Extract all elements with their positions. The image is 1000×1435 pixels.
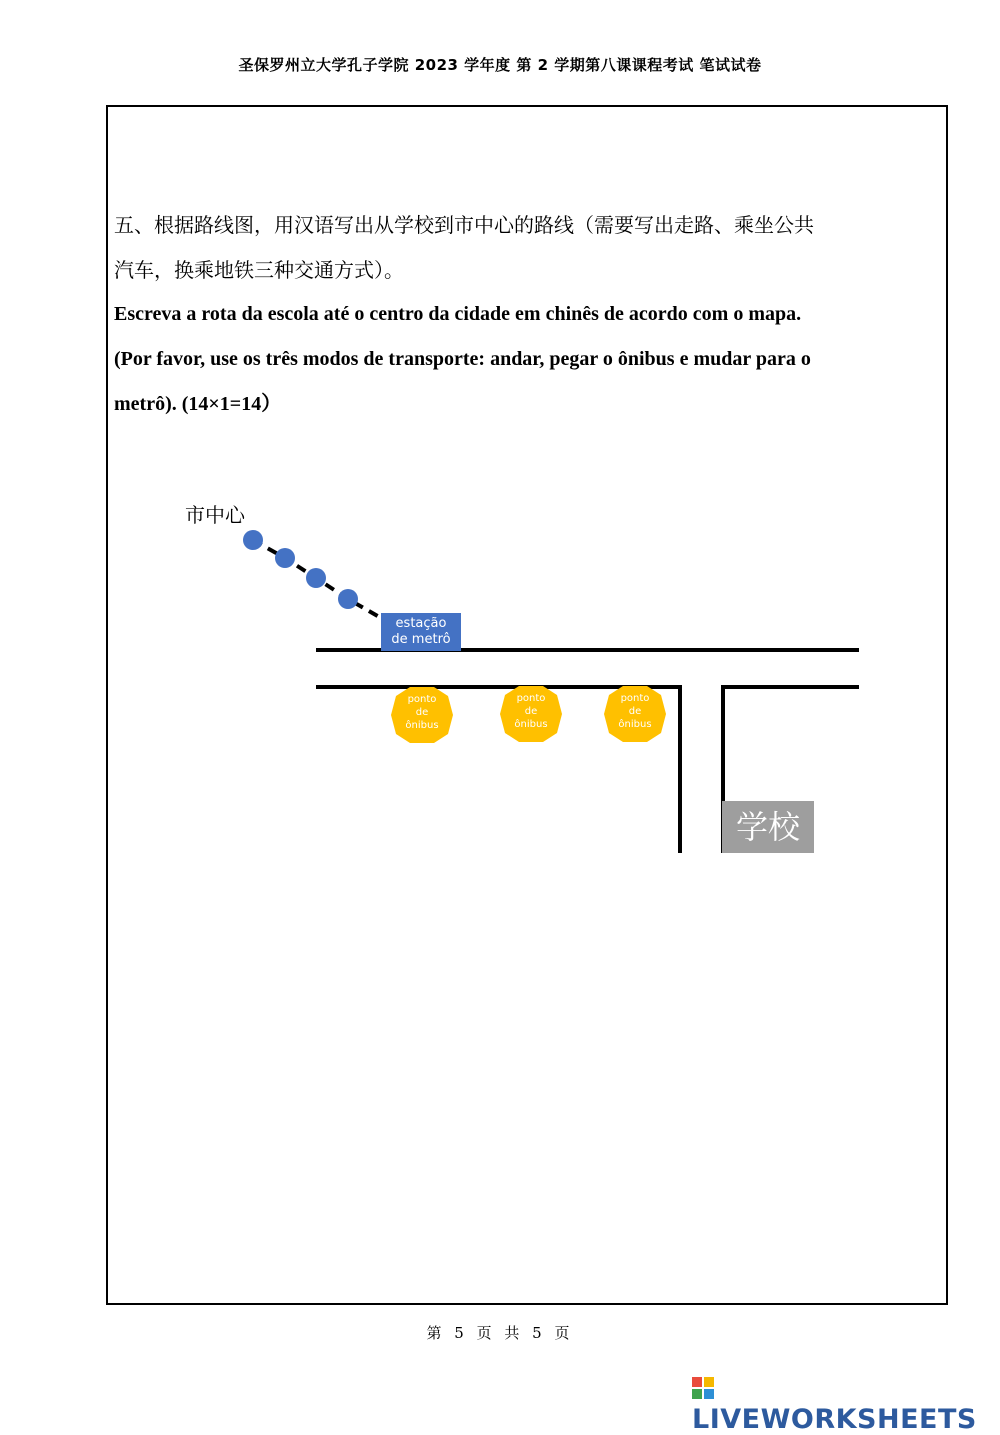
school-label: 学校 bbox=[722, 801, 814, 853]
metro-stop-dot bbox=[338, 589, 358, 609]
bus-stop-label: ponto bbox=[620, 693, 650, 704]
city-center-label: 市中心 bbox=[185, 503, 245, 527]
question-portuguese-line-2: (Por favor, use os três modos de transporte: andar, pegar o ônibus e mudar para o bbox=[114, 348, 811, 370]
metro-stop-dot bbox=[243, 530, 263, 550]
bus-stop-3 bbox=[603, 685, 667, 743]
question-chinese-line-2: 汽车，换乘地铁三种交通方式）。 bbox=[114, 258, 404, 282]
metro-stop-dot bbox=[306, 568, 326, 588]
bus-stop-label: ônibus bbox=[514, 719, 548, 730]
page-number: 第 5 页 共 5 页 bbox=[426, 1324, 574, 1342]
metro-stop-dot bbox=[275, 548, 295, 568]
liveworksheets-logo-icon bbox=[692, 1377, 714, 1399]
question-portuguese-line-3: metrô). (14×1=14） bbox=[114, 393, 282, 415]
brand-name: LIVEWORKSHEETS bbox=[692, 1404, 977, 1435]
bus-stop-label: de bbox=[524, 706, 538, 717]
liveworksheets-brand bbox=[692, 1373, 1000, 1435]
metro-station bbox=[381, 613, 461, 651]
bus-stop-label: de bbox=[628, 706, 642, 717]
question-portuguese-line-1: Escreva a rota da escola até o centro da cidade em chinês de acordo com o mapa. bbox=[114, 303, 802, 325]
bus-stop-label: ponto bbox=[516, 693, 546, 704]
metro-station-label-1: estação bbox=[395, 616, 447, 631]
bus-stop-label: ponto bbox=[407, 694, 437, 705]
question-chinese-line-1: 五、根据路线图，用汉语写出从学校到市中心的路线（需要写出走路、乘坐公共 bbox=[114, 213, 814, 237]
exam-header: 圣保罗州立大学孔子学院 2023 学年度 第 2 学期第八课课程考试 笔试试卷 bbox=[238, 56, 762, 74]
bus-stop-label: de bbox=[415, 707, 429, 718]
metro-station-label-2: de metrô bbox=[391, 632, 451, 647]
bus-stop-label: ônibus bbox=[618, 719, 652, 730]
bus-stop-label: ônibus bbox=[405, 720, 439, 731]
bus-stop-2 bbox=[499, 685, 563, 743]
bus-stop-1 bbox=[390, 686, 454, 744]
